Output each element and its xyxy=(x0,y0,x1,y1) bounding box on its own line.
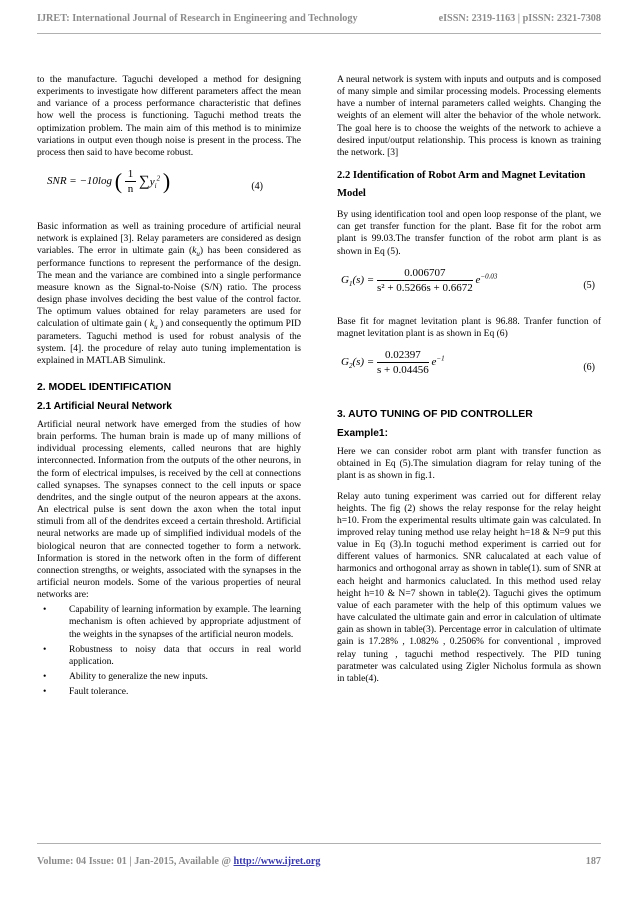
equation-6-number: (6) xyxy=(583,362,595,374)
paragraph-ann: Artificial neural network have emerged from the studies of how brain performs. The human brain is made up of many millions of individual processing elements, called neurons that are highly interconnected. Information from the outputs of the other neurons, in the form of electrical impulses, is received by the cell at connections called synapses. The synapses connect to the cell inputs or space dendrites, and the single output of the neuron appears at the axons. An electrical pulse is sent down the axon when the total input stimuli from all of the dendrites exceed a certain threshold. Artificial neural networks are made up of simplified individual models of the biological neuron that are connected together to form a network. Information is stored in the network often in the form of different connection strengths, or weights, associated with the synapses in the artificial neuron models. Some of the various properties of neural networks are: xyxy=(37,418,301,601)
list-item: • Robustness to noisy data that occurs in real world application. xyxy=(43,643,301,667)
list-item: • Ability to generalize the new inputs. xyxy=(43,671,208,683)
subsection-heading-identification: 2.2 Identification of Robot Arm and Magnet Levitation Model xyxy=(337,170,586,200)
properties-list xyxy=(37,604,301,698)
paragraph-taguchi: to the manufacture. Taguchi developed a method for designing experiments to investigate how different parameters affect the mean and variance of a process performance characteristic that defines how well the process is functioning. Taguchi method treats the optimization problem. The main aim of this method is to minimize variations in output even though noise is present in the process. The process then said to have become robust. xyxy=(37,74,301,158)
journal-name: IJRET: International Journal of Research in Engineering and Technology xyxy=(37,13,358,24)
page-footer xyxy=(37,856,601,874)
equation-4-number: (4) xyxy=(251,181,263,193)
journal-link[interactable]: http://www.ijret.org xyxy=(233,856,321,867)
section-heading-model-identification: 2. MODEL IDENTIFICATION xyxy=(37,381,172,393)
list-item: • Fault tolerance. xyxy=(43,686,129,698)
paragraph-example1: Here we can consider robot arm plant with transfer function as obtained in Eq (5).The simulation diagram for relay tuning of the plant is as shown in fig.1. xyxy=(337,446,601,482)
page-header xyxy=(37,13,601,31)
footer-volume: Volume: 04 Issue: 01 | Jan-2015, Available @ http://www.ijret.org xyxy=(37,856,321,867)
paragraph-magnet-levitation: Base fit for magnet levitation plant is 96.88. Tranfer function of magnet levitation plant is as shown in Eq (6) xyxy=(337,315,601,339)
header-rule xyxy=(37,33,601,34)
paragraph-relay-parameters: Basic information as well as training procedure of artificial neural network is explained [3]. Relay parameters are considered as design variables. The error in ultimate gain $(k_u)$ has been considered as performance functions to represent the performance of the design. The mean and the variance are combined into a single performance measure known as the Signal-to-Noise (S/N) ratio. The process design phase involves deciding the best value of the control factor. The optimum values obtained for relay parameters are used for calculation of ultimate gain ( $k_u$ ) and consequently the optimum PID parameters. Taguchi method is used for robust analysis of the system. [4]. the procedure of relay auto tuning implementation is explained in MATLAB Simulink. xyxy=(37,221,302,366)
subsection-heading-ann: 2.1 Artificial Neural Network xyxy=(37,400,172,412)
section-heading-auto-tuning: 3. AUTO TUNING OF PID CONTROLLER xyxy=(337,409,533,421)
equation-5: $G_1(s)$ = $\frac{0.006707}{\text{s² + 0.5266s + 0.6672}}$ $e^{-0.03}$ (5) xyxy=(341,266,595,294)
subsection-heading-example1: Example1: xyxy=(337,428,388,440)
right-column xyxy=(337,74,601,693)
equation-4 xyxy=(37,167,301,211)
page-number: 187 xyxy=(585,856,601,867)
issn-info: eISSN: 2319-1163 | pISSN: 2321-7308 xyxy=(438,13,601,24)
list-item: • Capability of learning information by example. The learning mechanism is often achieved by appropriate adjustment of the weights in the synapses of the artificial neuron models. xyxy=(43,604,301,640)
equation-4-expression: SNR = −10log ( $\frac{1}{n}$ $\sum y_i^2$ ) xyxy=(47,168,171,196)
paragraph-relay-experiment: Relay auto tuning experiment was carried out for different relay heights. The fig (2) shows the relay response for the relay height h=10. From the experimental results ultimate gain was calculated. In improved relay tuning method use relay height h=18 & N=9 put this value in Eq (3).In toguchi method experiment is carried out for different values of harmonics. SNR calucalated at each value of harmonics and orthogonal array as shown in table(1). sum of SNR at each height and harmonics caluclated. In this method used relay height h=10 & N=7 shown in table(2). Taguchi gives the optimum value of each parameter with the help of this optimum values we have calculated the ultimate gain and error in calculation of ultimate gain as shown in table(3). Percentage error in calculation of ultimate gain is 17.28% , 1.082% , 0.2506% for conventional , improved relay tuning , taguchi method respectively. The PID tuning paratmeter was calculated using Zigler Nicholus formula as shown in table(4). xyxy=(337,490,601,684)
equation-5-number: (5) xyxy=(583,279,595,291)
left-column xyxy=(37,74,301,701)
paragraph-neural-network: A neural network is system with inputs and outputs and is composed of many simple and similar processing models. Processing elements have a number of internal parameters called weights. Changing the weights of an element will alter the behavior of the whole network. The goal here is to choose the weights of the network to achieve a desired input/output relationship. This process is known as training the network. [3] xyxy=(337,74,601,158)
paragraph-robot-arm: By using identification tool and open loop response of the plant, we can get transfer function for the plant. Base fit for the robot arm plant is 99.03.The transfer function of the robot arm plant is as shown in Eq (5). xyxy=(337,209,601,257)
footer-rule xyxy=(37,843,601,844)
equation-6: $G_2(s)$ = $\frac{0.02397}{s + 0.04456}$ $e^{-1}$ (6) xyxy=(341,349,595,377)
